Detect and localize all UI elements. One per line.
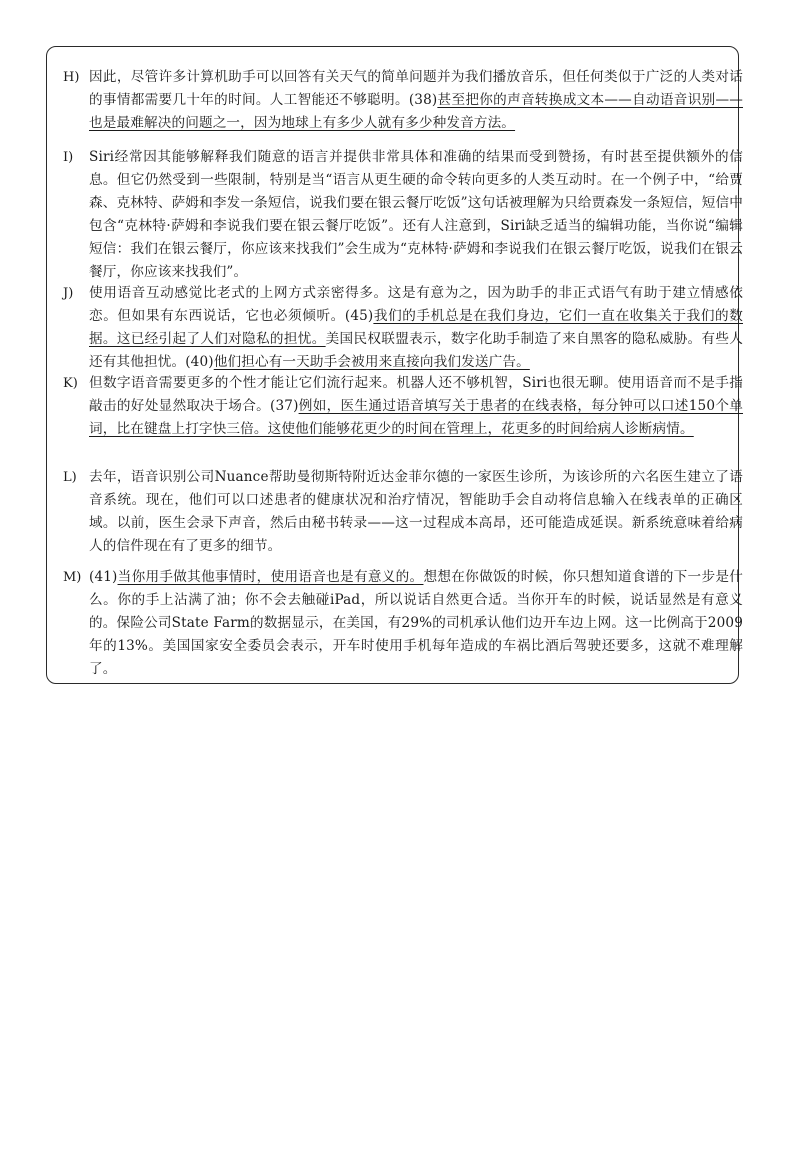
paragraph-text [89,146,743,284]
paragraph-i [63,146,743,284]
paragraph-l [63,466,743,558]
paragraph-text [89,282,743,374]
underlined-segment: 他们担心有一天助手会被用来直接向我们发送广告。 [213,354,530,370]
paragraph-h [63,66,743,135]
paragraph-j [63,282,743,374]
text-segment: 但数字语音需要更多的个性才能让它们流行起来。机器人还不够机智，Siri也很无聊。使用语音而不是手指敲击的好处显然取决于场合。(37) [89,375,743,414]
paragraph-m [63,566,743,681]
underlined-segment: 当你用手做其他事情时，使用语音也是有意义的。 [117,569,424,585]
text-segment: 想想在你做饭的时候，你只想知道食谱的下一步是什么。你的手上沾满了油；你不会去触碰iPad，所以说话自然更合适。当你开车的时候，说话显然是有意义的。保险公司State Farm的数据显示，在美国，有29%的司机承认他们边开车边上网。这一比例高于2009年的13%。美国国家安全委员会表示，开车时使用手机每年造成的车祸比酒后驾驶还要多，这就不难理解了。 [89,569,743,677]
paragraph-text [89,372,743,441]
paragraph-marker: M) [63,570,82,585]
text-segment: 美国民权联盟表示，数字化助手制造了来自黑客的隐私威胁。有些人还有其他担忧。(40) [89,331,743,370]
paragraph-marker: K) [63,376,78,391]
text-segment: Siri经常因其能够解释我们随意的语言并提供非常具体和准确的结果而受到赞扬，有时甚至提供额外的信息。但它仍然受到一些限制，特别是当“语言从更生硬的命令转向更多的人类互动时。在一个例子中，“给贾森、克林特、萨姆和李发一条短信，说我们要在银云餐厅吃饭”这句话被理解为只给贾森发一条短信，短信中包含“克林特·萨姆和李说我们要在银云餐厅吃饭”。还有人注意到，Siri缺乏适当的编辑功能，当你说“编辑短信：我们在银云餐厅，你应该来找我们”会生成为“克林特·萨姆和李说我们在银云餐厅吃饭，说我们在银云餐厅，你应该来找我们”。 [89,149,743,280]
text-segment: 去年，语音识别公司Nuance帮助曼彻斯特附近达金菲尔德的一家医生诊所，为该诊所的六名医生建立了语音系统。现在，他们可以口述患者的健康状况和治疗情况，智能助手会自动将信息输入在线表单的正确区域。以前，医生会录下声音，然后由秘书转录——这一过程成本高昂，还可能造成延误。新系统意味着给病人的信件现在有了更多的细节。 [89,469,743,554]
text-segment: 因此，尽管许多计算机助手可以回答有关天气的简单问题并为我们播放音乐，但任何类似于广泛的人类对话的事情都需要几十年的时间。人工智能还不够聪明。(38) [89,69,743,108]
paragraph-text [89,466,743,558]
paragraph-text [89,566,743,681]
paragraph-marker: I) [63,150,74,165]
paragraph-marker: J) [63,286,74,301]
text-segment: 使用语音互动感觉比老式的上网方式亲密得多。这是有意为之，因为助手的非正式语气有助于建立情感依恋。但如果有东西说话，它也必须倾听。(45) [89,285,743,324]
text-segment: (41) [89,569,118,585]
paragraph-marker: H) [63,70,80,85]
underlined-segment: 例如，医生通过语音填写关于患者的在线表格，每分钟可以口述150个单词，比在键盘上打字快三倍。这使他们能够花更少的时间在管理上，花更多的时间给病人诊断病情。 [89,398,743,437]
underlined-segment: 甚至把你的声音转换成文本——自动语音识别——也是最难解决的问题之一，因为地球上有多少人就有多少种发音方法。 [89,92,743,131]
paragraph-text [89,66,743,135]
paragraph-marker: L) [63,470,77,485]
paragraph-k [63,372,743,441]
underlined-segment: 我们的手机总是在我们身边，它们一直在收集关于我们的数据。这已经引起了人们对隐私的担忧。 [89,308,743,347]
